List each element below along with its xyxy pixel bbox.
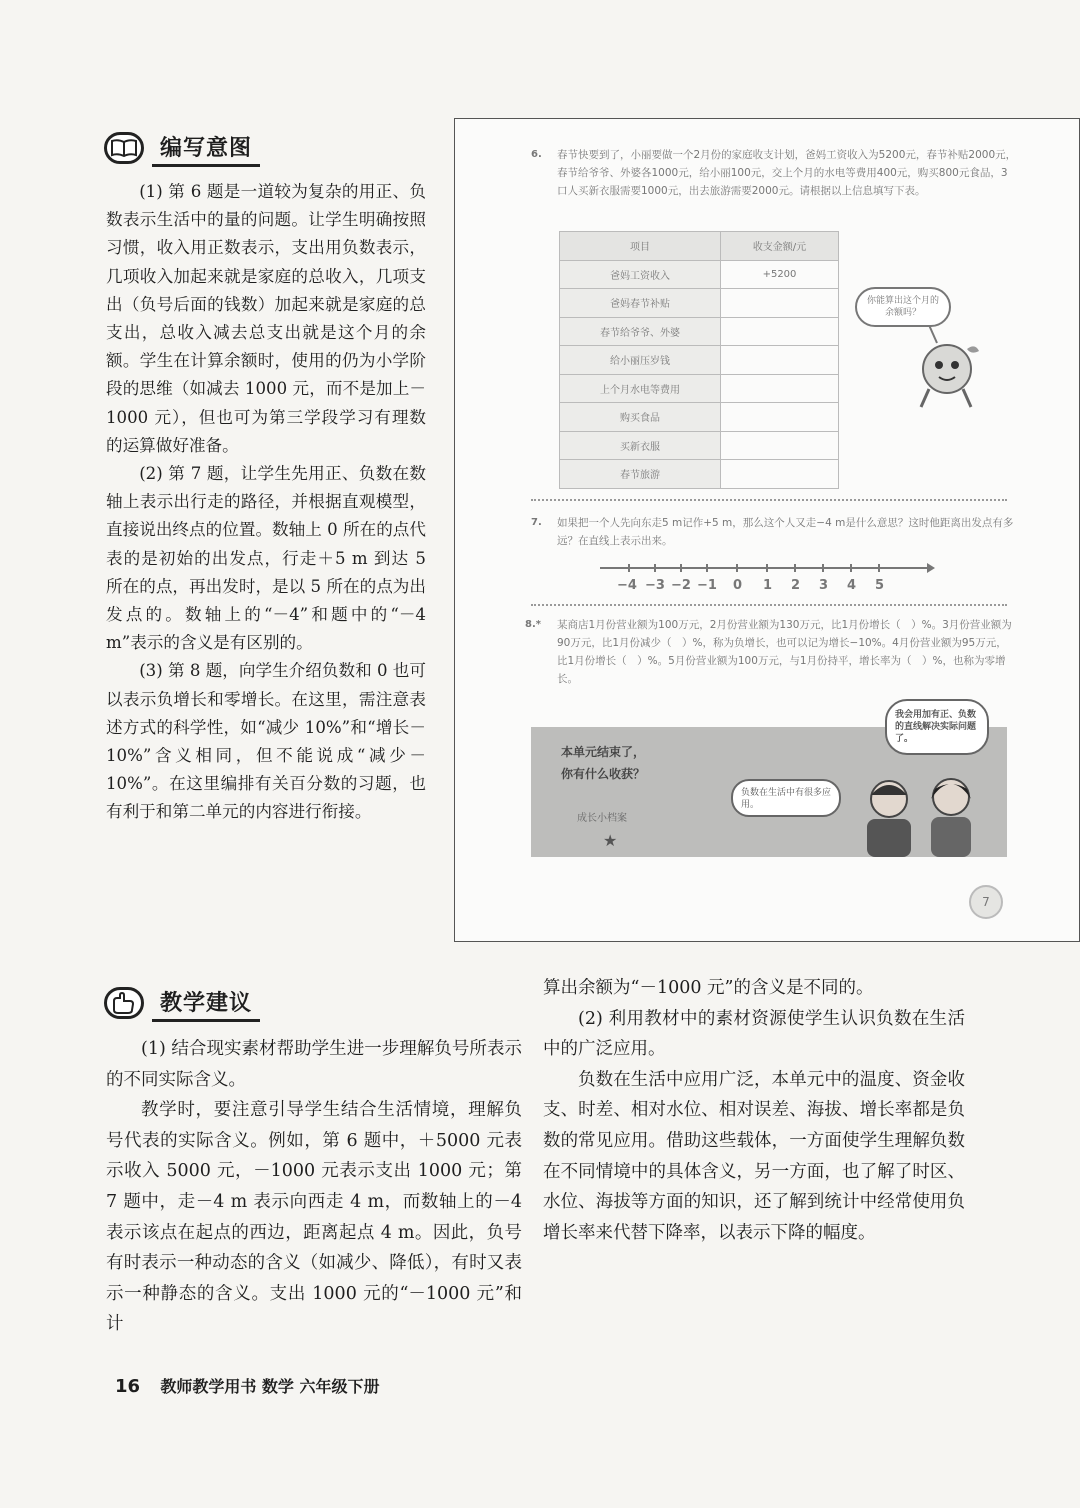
speech-bubble: 你能算出这个月的余额吗？ [855,287,951,327]
table-cell [721,403,839,432]
speech-bubble: 我会用加有正、负数的直线解决实际问题了。 [885,699,989,755]
table-cell [721,460,839,489]
open-book-icon [104,132,144,164]
section-header-writing-intent [104,128,260,168]
table-cell: 给小丽压岁钱 [560,346,721,375]
paragraph: (3) 第 8 题，向学生介绍负数和 0 也可以表示负增长和零增长。在这里，需注意表述方式的科学性，如“减少 10%”和“增长－10%”含义相同，但不能说成“减少－10%”。在这里编排有关百分数的习题，也有利于和第二单元的内容进行衔接。 [106,661,426,822]
table-cell: 春节旅游 [560,460,721,489]
table-cell [721,374,839,403]
teaching-suggestions-right [543,973,965,1248]
table-cell: +5200 [721,260,839,289]
book-title: 教师教学用书 数学 六年级下册 [160,1377,380,1396]
growth-file-label: 成长小档案 [577,813,627,824]
tick-label: 1 [763,578,773,593]
tick-label: −1 [697,578,717,593]
table-row [560,374,839,403]
table-cell [721,289,839,318]
tick-label: 4 [847,578,857,593]
tick-label: −3 [645,578,665,593]
tick-label: −4 [617,578,637,593]
question-number: 8.* [525,619,541,630]
divider [531,499,1007,501]
table-row [560,260,839,289]
children-illustration-icon [847,775,997,857]
writing-intent-text [106,178,426,827]
paragraph: (2) 第 7 题，让学生先用正、负数在数轴上表示出行走的路径，并根据直观模型，直接说出终点的位置。数轴上 0 所在的点代表的是初始的出发点，行走＋5 m 到达 5 所在的点，再出发时，是以 5 所在的点为出发点的。数轴上的“－4”和题中的“－4 m”表示的含义是有区别的。 [106,464,426,653]
paragraph: (1) 结合现实素材帮助学生进一步理解负号所表示的不同实际含义。 [106,1039,522,1090]
table-cell: 爸妈工资收入 [560,260,721,289]
table-header-row [560,232,839,261]
mascot-icon [899,325,999,415]
table-cell [721,317,839,346]
textbook-page-image [454,118,1080,942]
question-6-text: 春节快要到了，小丽要做一个2月份的家庭收支计划，爸妈工资收入为5200元，春节补贴2000元，春节给爷爷、外婆各1000元，给小丽100元，交上个月的水电等费用400元，购买800元食品，3口人买新衣服需要1000元，出去旅游需要2000元。请根据以上信息填写下表。 [557,149,1017,197]
paragraph: (1) 第 6 题是一道较为复杂的用正、负数表示生活中的量的问题。让学生明确按照习惯，收入用正数表示，支出用负数表示，几项收入加起来就是家庭的总收入，几项支出（负号后面的钱数）加起来就是家庭的总支出，总收入减去总支出就是这个月的余额。学生在计算余额时，使用的仍为小学阶段的思维（如减去 1000 元，而不是加上－1000 元），但也可为第三学段学习有理数的运算做好准备。 [106,182,426,455]
speech-bubble: 负数在生活中有很多应用。 [731,779,841,817]
table-cell [721,431,839,460]
table-cell: 上个月水电等费用 [560,374,721,403]
banner-line: 本单元结束了， [561,745,646,759]
teaching-suggestions-left [106,1034,522,1340]
question-number: 7. [531,517,542,528]
table-row [560,431,839,460]
tick-label: 2 [791,578,801,593]
table-header: 收支金额/元 [721,232,839,261]
banner-line: 你有什么收获？ [561,767,646,781]
table-row [560,346,839,375]
question-number: 6. [531,149,542,160]
paragraph: 负数在生活中应用广泛，本单元中的温度、资金收支、时差、相对水位、相对误差、海拔、增长率都是负数的常见应用。借助这些载体，一方面使学生理解负数在不同情境中的具体含义，另一方面，也了解了时区、水位、海拔等方面的知识，还了解到统计中经常使用负增长率来代替下降率，以表示下降的幅度。 [543,1069,965,1243]
tick-label: 0 [733,578,743,593]
table-cell: 买新衣服 [560,431,721,460]
tick-label: −2 [671,578,691,593]
income-expense-table [559,231,839,489]
section-header-teaching-suggestions [104,983,260,1023]
number-line [595,561,935,575]
table-cell: 爸妈春节补贴 [560,289,721,318]
question-8-text: 某商店1月份营业额为100万元，2月份营业额为130万元，比1月份增长（ ）%。3月份营业额为90万元，比1月份减少（ ）%，称为负增长，也可以记为增长−10%。4月份营业额为95万元，比1月份增长（ ）%。5月份营业额为100万元，与1月份持平，增长率为（ ）%，也称为零增长。 [557,619,1012,685]
tick-label: 5 [875,578,885,593]
paragraph: (2) 利用教材中的素材资源使学生认识负数在生活中的广泛应用。 [543,1008,965,1060]
pointing-hand-icon [104,987,144,1019]
table-row [560,460,839,489]
table-header: 项目 [560,232,721,261]
textbook-page-number: 7 [969,885,1003,919]
divider [531,604,1007,606]
table-row [560,317,839,346]
table-cell [721,346,839,375]
page-number: 16 [115,1376,141,1397]
paragraph: 算出余额为“－1000 元”的含义是不同的。 [543,978,874,998]
section-title: 教学建议 [152,984,260,1022]
table-cell: 购买食品 [560,403,721,432]
table-row [560,289,839,318]
question-7-text: 如果把一个人先向东走5 m记作+5 m，那么这个人又走−4 m是什么意思？这时他距离出发点有多远？在直线上表示出来。 [557,517,1014,547]
table-row [560,403,839,432]
page-footer [115,1374,380,1397]
table-cell: 春节给爷爷、外婆 [560,317,721,346]
star-icon: ★ [603,831,618,850]
paragraph: 教学时，要注意引导学生结合生活情境，理解负号代表的实际含义。例如，第 6 题中，＋5000 元表示收入 5000 元，－1000 元表示支出 1000 元；第 7 题中，走－4 m 表示向西走 4 m，而数轴上的－4 表示该点在起点的西边，距离起点 4 m。因此，负号有时表示一种动态的含义（如减少、降低），有时又表示一种静态的含义。支出 1000 元的“－1000 元”和计 [106,1100,522,1335]
section-title: 编写意图 [152,129,260,167]
tick-label: 3 [819,578,829,593]
